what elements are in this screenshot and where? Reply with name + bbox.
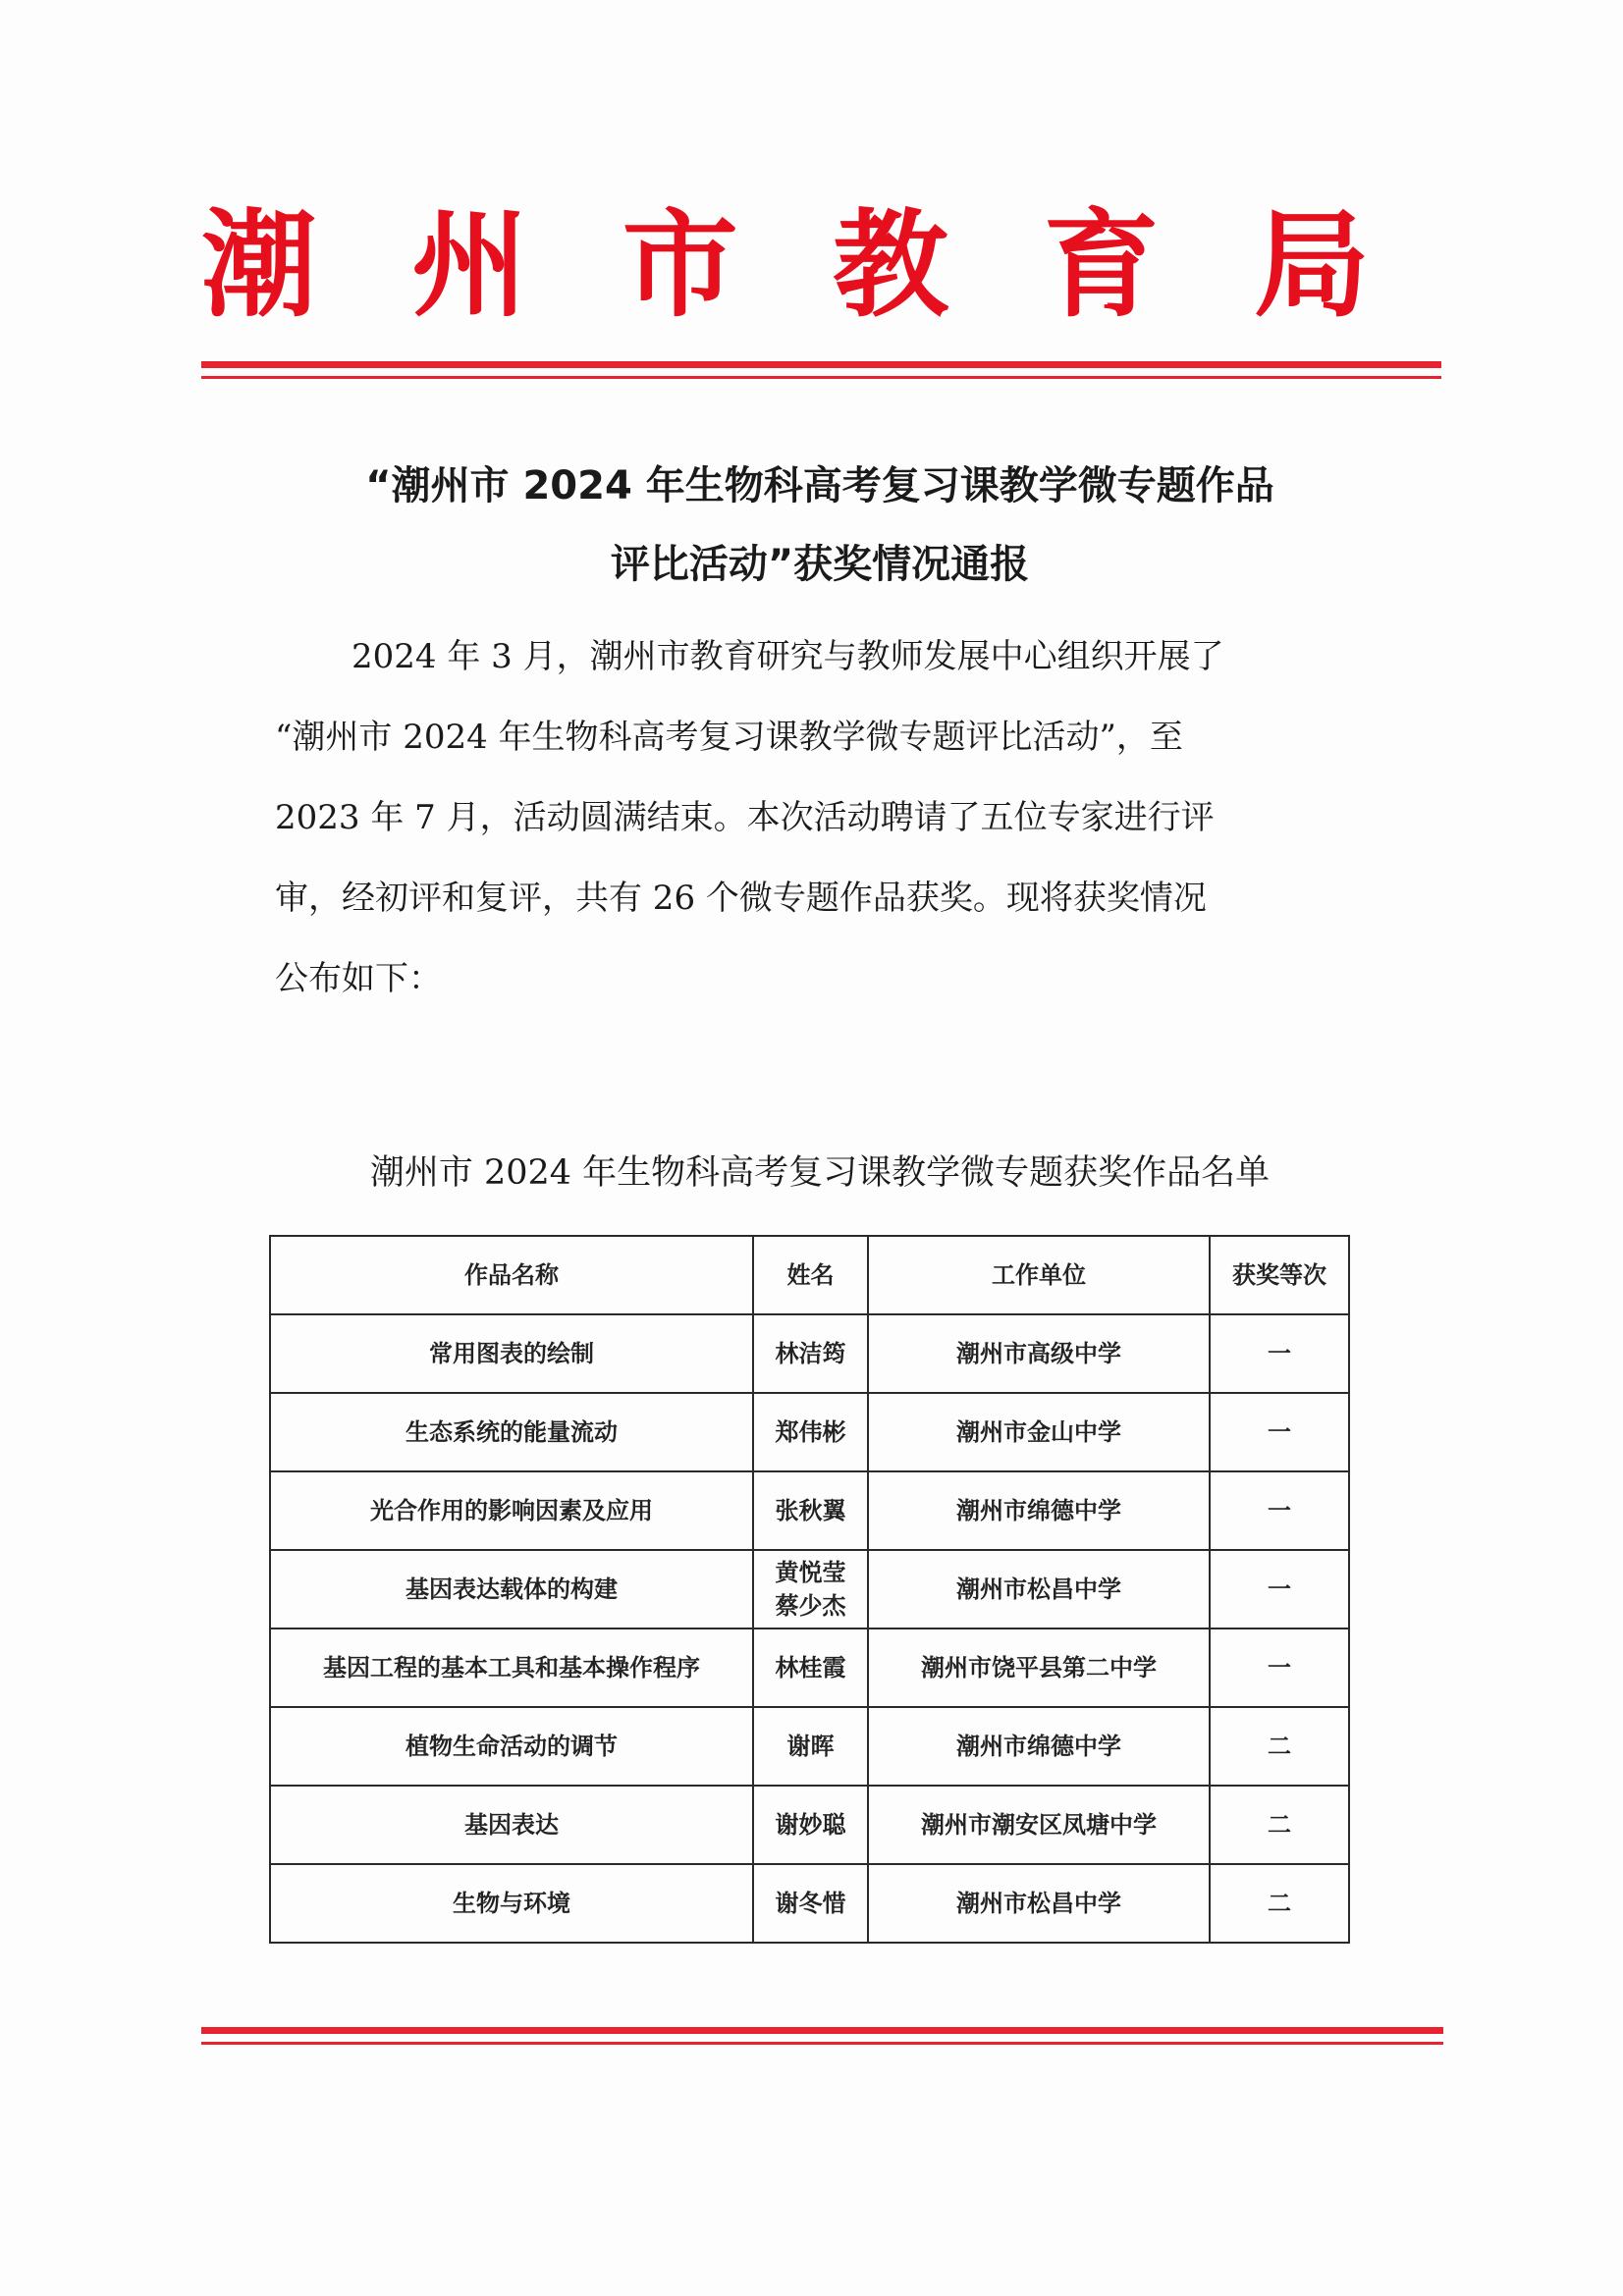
work-title: 生态系统的能量流动 [270,1393,753,1471]
letterhead [201,191,1370,339]
document-title-line: 评比活动”获奖情况通报 [610,542,1030,587]
award-rank: 一 [1210,1471,1349,1550]
work-unit: 潮州市绵德中学 [868,1471,1210,1550]
author-name: 郑伟彬 [753,1393,868,1471]
table-row [270,1314,1349,1393]
header-unit: 工作单位 [868,1236,1210,1314]
award-rank: 一 [1210,1314,1349,1393]
letterhead-char: 育 [1043,197,1160,333]
work-unit: 潮州市饶平县第二中学 [868,1629,1210,1707]
header-name: 姓名 [753,1236,868,1314]
body-line: “潮州市 2024 年生物科高考复习课教学微专题评比活动”，至 [275,718,1183,757]
header-red-rule-thick [201,361,1441,368]
work-unit: 潮州市松昌中学 [868,1864,1210,1943]
document-title-line: “潮州市 2024 年生物科高考复习课教学微专题作品 [365,463,1274,508]
work-title: 植物生命活动的调节 [270,1707,753,1786]
table-row [270,1629,1349,1707]
document-title [236,447,1404,604]
work-title: 基因工程的基本工具和基本操作程序 [270,1629,753,1707]
author-name: 黄悦莹 [775,1558,846,1586]
letterhead-char: 市 [622,197,738,333]
work-title: 基因表达载体的构建 [270,1550,753,1629]
letterhead-char: 州 [411,197,528,333]
work-title: 常用图表的绘制 [270,1314,753,1393]
award-rank: 二 [1210,1864,1349,1943]
body-paragraph [275,616,1345,1019]
award-rank: 二 [1210,1707,1349,1786]
table-caption: 潮州市 2024 年生物科高考复习课教学微专题获奖作品名单 [369,1153,1271,1193]
body-line: 公布如下： [275,959,442,998]
work-title: 基因表达 [270,1786,753,1864]
table-row [270,1864,1349,1943]
award-rank: 一 [1210,1550,1349,1629]
table-header-row [270,1236,1349,1314]
footer-red-rule-thin [201,2042,1443,2045]
author-name: 谢晖 [753,1707,868,1786]
author-name: 蔡少杰 [775,1591,846,1620]
awards-table [269,1235,1350,1944]
author-names [753,1550,868,1629]
header-rank: 获奖等次 [1210,1236,1349,1314]
table-row [270,1471,1349,1550]
award-rank: 二 [1210,1786,1349,1864]
author-name: 谢妙聪 [753,1786,868,1864]
table-row [270,1550,1349,1629]
work-unit: 潮州市绵德中学 [868,1707,1210,1786]
body-line: 审，经初评和复评，共有 26 个微专题作品获奖。现将获奖情况 [275,879,1207,918]
work-unit: 潮州市高级中学 [868,1314,1210,1393]
work-title: 光合作用的影响因素及应用 [270,1471,753,1550]
table-row [270,1707,1349,1786]
table-row [270,1393,1349,1471]
work-unit: 潮州市松昌中学 [868,1550,1210,1629]
work-unit: 潮州市金山中学 [868,1393,1210,1471]
author-name: 林洁筠 [753,1314,868,1393]
letterhead-char: 教 [833,197,949,333]
header-red-rule-thin [201,376,1441,379]
body-line: 2023 年 7 月，活动圆满结束。本次活动聘请了五位专家进行评 [275,798,1215,837]
letterhead-char: 潮 [201,197,318,333]
award-rank: 一 [1210,1629,1349,1707]
author-name: 张秋翼 [753,1471,868,1550]
author-name: 林桂霞 [753,1629,868,1707]
table-row [270,1786,1349,1864]
award-rank: 一 [1210,1393,1349,1471]
header-title: 作品名称 [270,1236,753,1314]
footer-red-rule-thick [201,2027,1443,2034]
author-name: 谢冬惜 [753,1864,868,1943]
body-line: 2024 年 3 月，潮州市教育研究与教师发展中心组织开展了 [352,637,1224,676]
work-unit: 潮州市潮安区凤塘中学 [868,1786,1210,1864]
letterhead-char: 局 [1253,197,1370,333]
work-title: 生物与环境 [270,1864,753,1943]
